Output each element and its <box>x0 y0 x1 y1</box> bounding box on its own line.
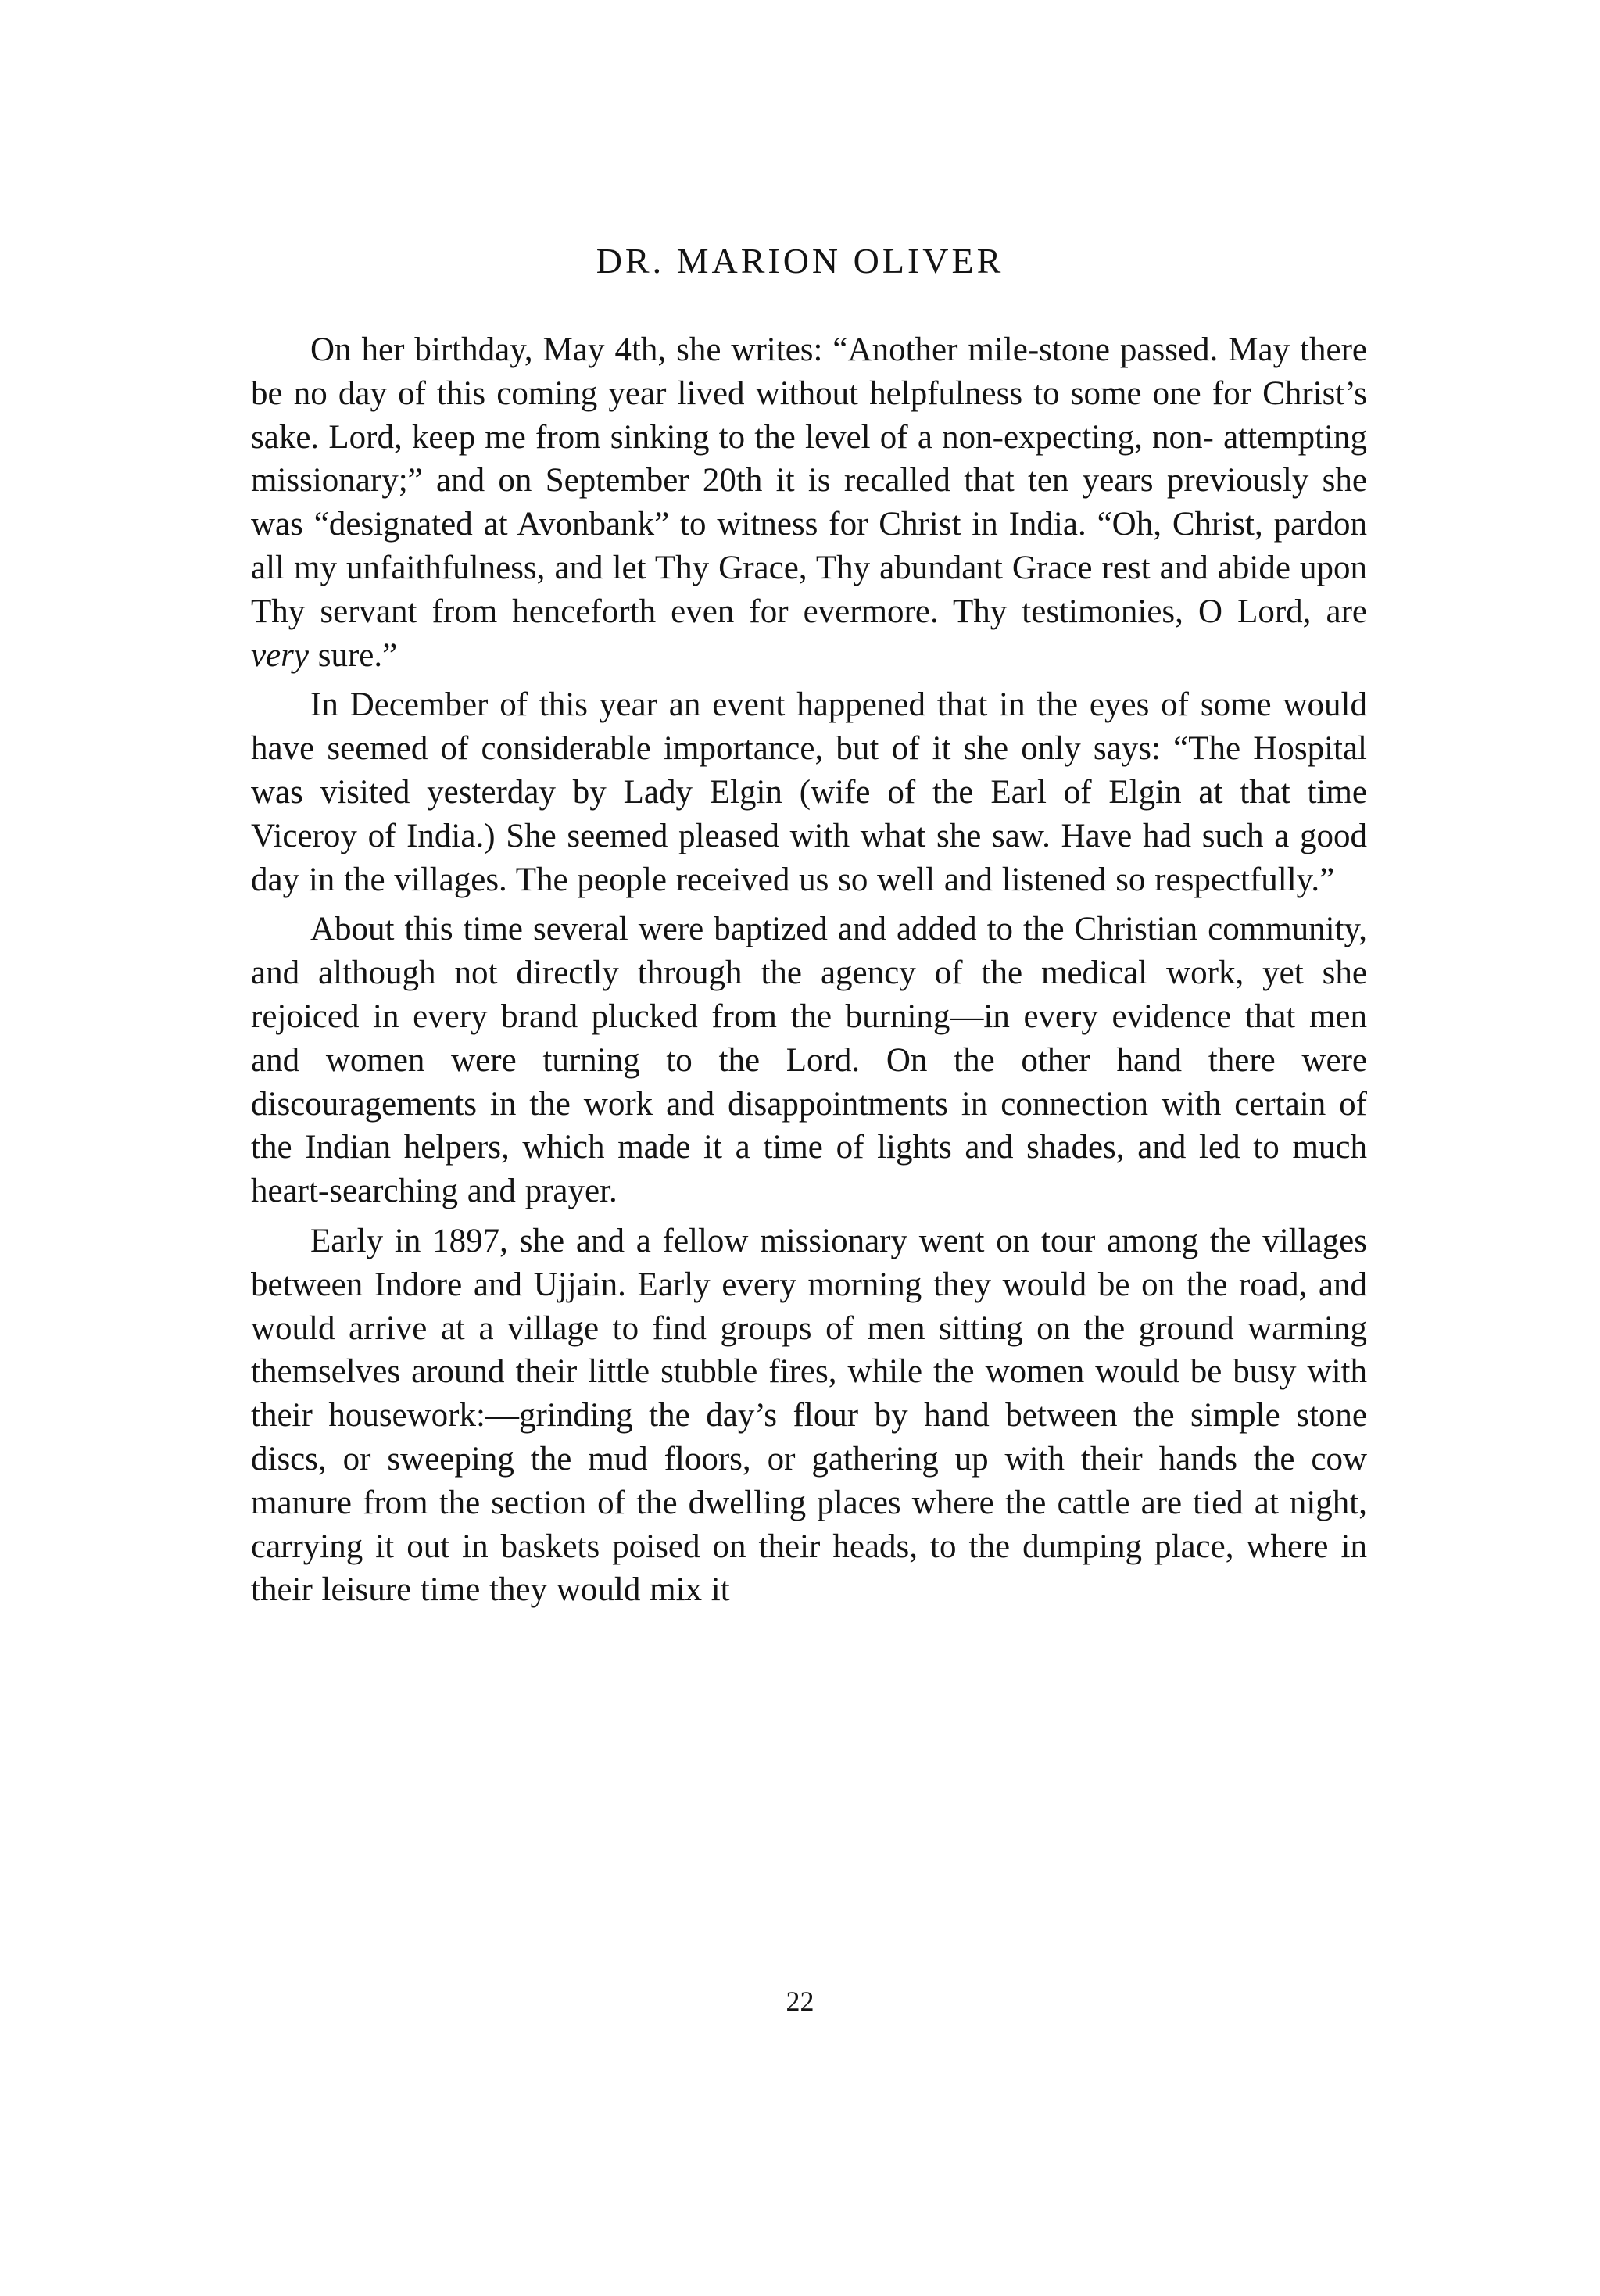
body-text <box>251 328 1367 1618</box>
paragraph-birthday <box>251 328 1367 677</box>
paragraph-text: sure.” <box>309 636 398 674</box>
running-header: DR. MARION OLIVER <box>596 241 1004 281</box>
paragraph-lady-elgin: In December of this year an event happened that in the eyes of some would have seemed of considerable importance, but of it she only says: “The Hospital was visited yesterday by Lady Elgin (wife of the Earl of Elgin at that time Viceroy of India.) She seemed pleased with what she saw. Have had such a good day in the villages. The people received us so well and listened so respectfully.” <box>251 686 1367 898</box>
paragraph-text: On her birthday, May 4th, she writes: “Another mile-stone passed. May there be no day of this coming year lived without helpfulness to some one for Christ’s sake. Lord, keep me from sinking to the level of a non-expecting, non- attempting missionary;” and on September 20th it is recalled that ten years previously she was “designated at Avonbank” to witness for Christ in India. “Oh, Christ, pardon all my unfaithfulness, and let Thy Grace, Thy abundant Grace rest and abide upon Thy servant from henceforth even for evermore. Thy testimonies, O Lord, are <box>251 331 1367 630</box>
paragraph-baptisms: About this time several were baptized and added to the Christian community, and although not directly through the agency of the medical work, yet she rejoiced in every brand plucked from the burning—in every evidence that men and women were turning to the Lord. On the other hand there were discouragements in the work and disappointments in connection with certain of the Indian helpers, which made it a time of lights and shades, and led to much heart-searching and prayer. <box>251 911 1367 1210</box>
paragraph-tour-1897: Early in 1897, she and a fellow missionary went on tour among the villages between Indore and Ujjain. Early every morning they would be on the road, and would arrive at a village to find groups of men sitting on the ground warming themselves around their little stubble fires, while the women would be busy with their housework:—grinding the day’s flour by hand between the simple stone discs, or sweeping the mud floors, or gathering up with their hands the cow manure from the section of the dwelling places where the cattle are tied at night, carrying it out in baskets poised on their heads, to the dumping place, where in their leisure time they would mix it <box>251 1222 1367 1609</box>
page-number: 22 <box>786 1986 814 2017</box>
emphasized-word: very <box>251 636 309 674</box>
